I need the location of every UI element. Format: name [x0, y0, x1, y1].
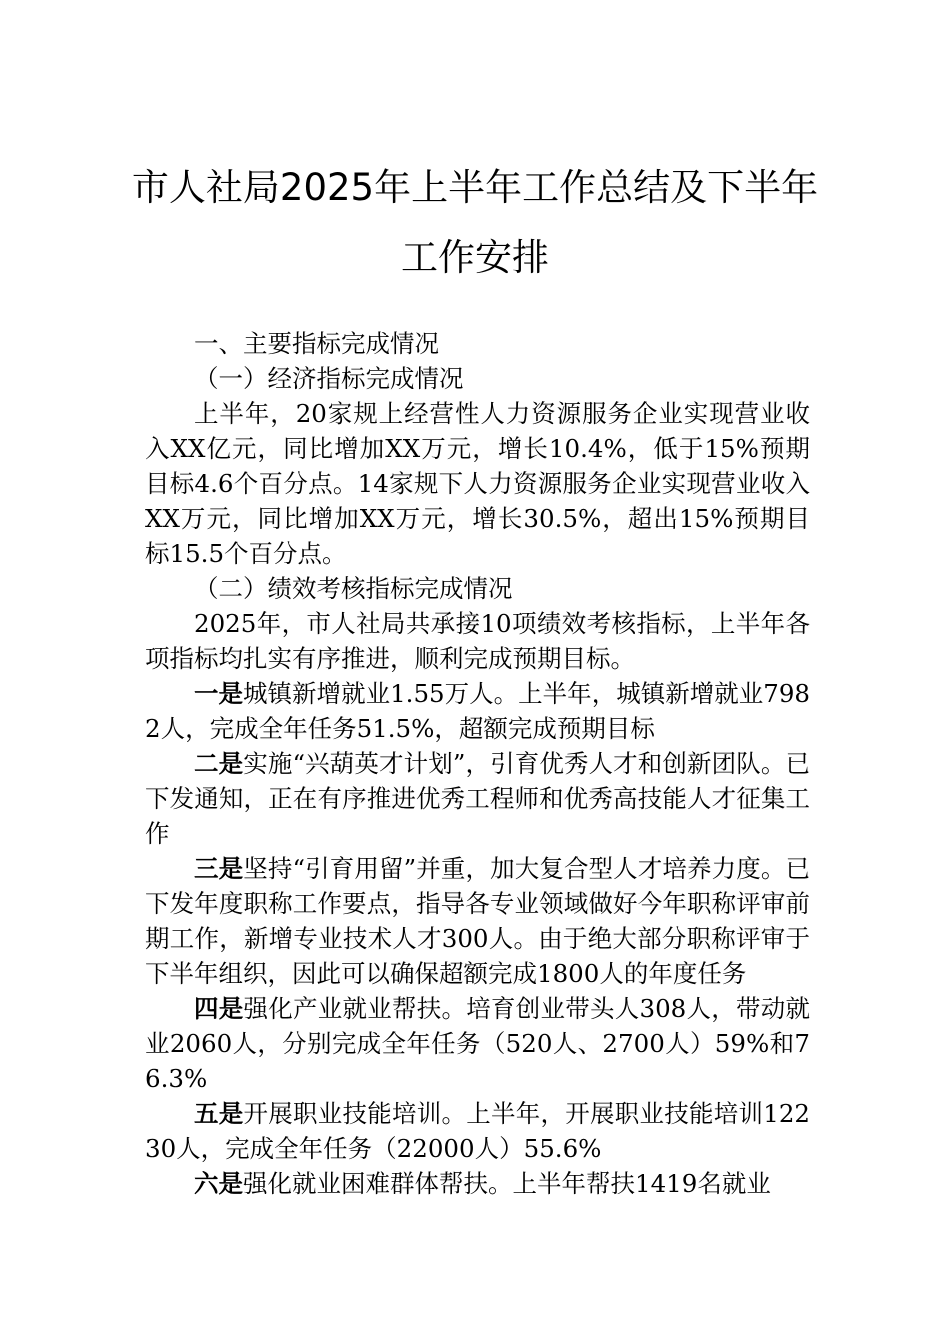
section-heading-main-indicators: 一、主要指标完成情况	[194, 329, 439, 358]
subsection-heading-performance: （二）绩效考核指标完成情况	[194, 574, 513, 603]
list-item	[145, 746, 810, 851]
document-title-line-1: 市人社局2025年上半年工作总结及下半年	[131, 166, 819, 209]
list-item	[145, 1096, 810, 1166]
item-text: 开展职业技能培训。上半年，开展职业技能培训12230人，完成全年任务（22000人）55.6%	[145, 1099, 810, 1163]
item-text: 强化就业困难群体帮扶。上半年帮扶1419名就业	[243, 1169, 771, 1198]
item-text: 实施“兴葫英才计划”，引育优秀人才和创新团队。已下发通知，正在有序推进优秀工程师和优秀高技能人才征集工作	[145, 749, 811, 848]
paragraph-performance-intro: 2025年，市人社局共承接10项绩效考核指标，上半年各项指标均扎实有序推进，顺利完成预期目标。	[145, 609, 810, 673]
list-item	[145, 991, 810, 1096]
list-item	[145, 1166, 810, 1201]
item-lead: 四是	[194, 994, 244, 1023]
item-lead: 一是	[194, 679, 244, 708]
subsection-heading-economic: （一）经济指标完成情况	[194, 364, 464, 393]
item-lead: 二是	[194, 749, 244, 778]
item-text: 强化产业就业帮扶。培育创业带头人308人，带动就业2060人，分别完成全年任务（520人、2700人）59%和76.3%	[145, 994, 810, 1093]
item-lead: 三是	[194, 854, 244, 883]
paragraph-economic-indicators: 上半年，20家规上经营性人力资源服务企业实现营业收入XX亿元，同比增加XX万元，增长10.4%，低于15%预期目标4.6个百分点。14家规下人力资源服务企业实现营业收入XX万元，同比增加XX万元，增长30.5%，超出15%预期目标15.5个百分点。	[145, 399, 810, 568]
item-lead: 六是	[194, 1169, 243, 1198]
document-title-line-2: 工作安排	[401, 236, 549, 279]
item-text: 坚持“引育用留”并重，加大复合型人才培养力度。已下发年度职称工作要点，指导各专业领域做好今年职称评审前期工作，新增专业技术人才300人。由于绝大部分职称评审于下半年组织，因此可以确保超额完成1800人的年度任务	[145, 854, 811, 988]
list-item	[145, 676, 810, 746]
list-item	[145, 851, 810, 991]
item-text: 城镇新增就业1.55万人。上半年，城镇新增就业7982人，完成全年任务51.5%，超额完成预期目标	[145, 679, 811, 743]
document-body	[145, 326, 810, 1201]
item-lead: 五是	[194, 1099, 244, 1128]
